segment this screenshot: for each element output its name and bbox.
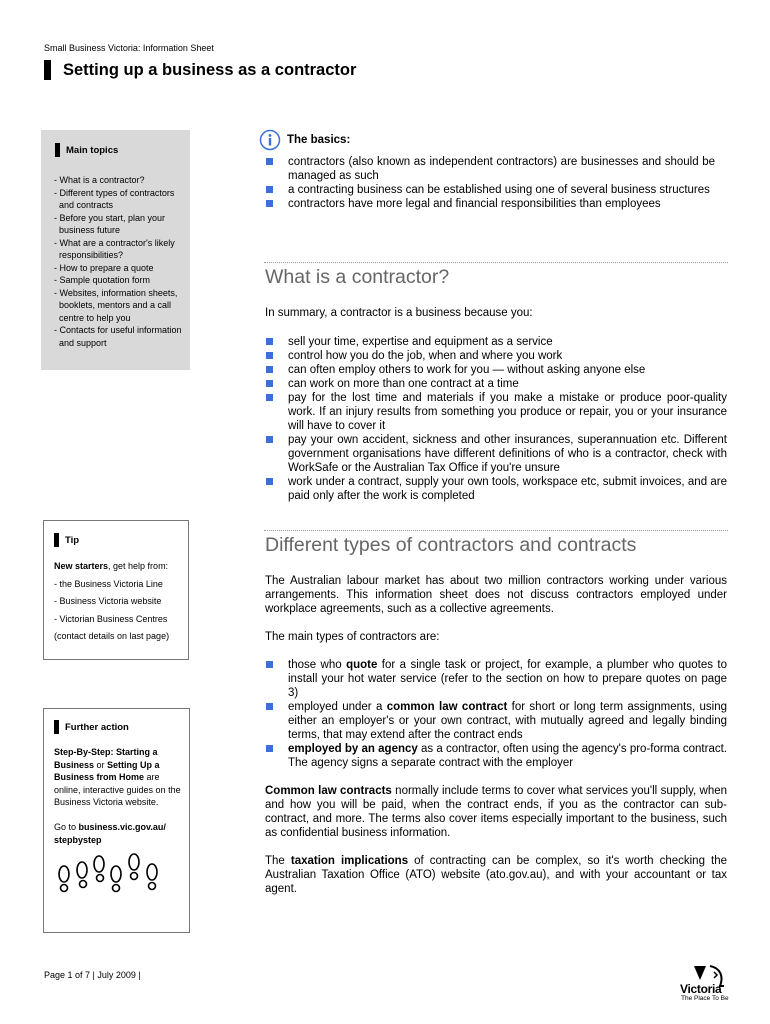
section1-intro: In summary, a contractor is a business because you: <box>265 307 533 319</box>
bullet-icon <box>266 478 273 485</box>
list-item: those who quote for a single task or project, for example, a plumber who quotes to install your hot water service (refer to the section on how to prepare quotes on page 3) <box>265 658 727 700</box>
bullet-icon <box>266 366 273 373</box>
bullet-icon <box>266 380 273 387</box>
basics-section <box>259 129 715 211</box>
list-item: sell your time, expertise and equipment as a service <box>265 335 727 349</box>
list-item: pay for the lost time and materials if you make a mistake or produce poor-quality work. If an injury results from something you produce or repair, you or your insurance will have to cover it <box>265 391 727 433</box>
bullet-icon <box>266 745 273 752</box>
bullet-icon <box>266 338 273 345</box>
bullet-icon <box>266 186 273 193</box>
section-divider <box>264 530 728 531</box>
bullet-icon <box>266 158 273 165</box>
section2-list <box>265 658 727 770</box>
bullet-icon <box>266 200 273 207</box>
section2-para1: The Australian labour market has about two million contractors working under various arrangements. This information sheet does not discuss contractors employed under workplace agreements, such as a collective agreements. <box>265 575 727 615</box>
section-divider <box>264 262 728 263</box>
topic-item: - Websites, information sheets, booklets, mentors and a call centre to help you <box>54 287 178 323</box>
tip-box <box>43 520 189 660</box>
further-action-heading: Further action <box>54 720 129 734</box>
list-item: work under a contract, supply your own tools, workspace etc, submit invoices, and are paid only after the work is completed <box>265 475 727 503</box>
page-footer: Page 1 of 7 | July 2009 | <box>44 970 141 980</box>
victoria-logo <box>680 964 730 1004</box>
tip-heading: Tip <box>54 533 79 547</box>
tip-item: (contact details on last page) <box>54 631 170 641</box>
section-title-types-of-contractors: Different types of contractors and contracts <box>265 534 637 556</box>
page-title <box>44 60 356 80</box>
topic-item: - Different types of contractors and contracts <box>54 187 175 210</box>
further-action-content <box>54 746 186 846</box>
basics-list <box>265 155 715 211</box>
topic-item: - What is a contractor? <box>54 175 145 185</box>
list-item: pay your own accident, sickness and other insurances, superannuation etc. Different government organisations have different definitions of who is a contractor, check with WorkSafe or the Australian Tax Office if you're unsure <box>265 433 727 475</box>
bullet-icon <box>266 436 273 443</box>
tip-item: - Business Victoria website <box>54 596 162 606</box>
topic-item: - Before you start, plan your business future <box>54 212 166 235</box>
bullet-icon <box>266 703 273 710</box>
main-topics-list <box>54 174 188 349</box>
section2-para4: The taxation implications of contracting can be complex, so it's worth checking the Australian Taxation Office (ATO) website (ato.gov.au), and with your accountant or tax agent. <box>265 855 727 895</box>
list-item: can work on more than one contract at a time <box>265 377 727 391</box>
further-action-text: Step-By-Step: Starting a Business or Setting Up a Business from Home are online, interactive guides on the Business Victoria website. <box>54 747 181 808</box>
bullet-icon <box>266 394 273 401</box>
tip-item: - the Business Victoria Line <box>54 578 163 589</box>
tip-item: - Victorian Business Centres <box>54 613 168 624</box>
list-item: a contracting business can be established using one of several business structures <box>265 183 715 197</box>
list-item: employed by an agency as a contractor, often using the agency's pro-forma contract. The agency signs a separate contract with the employer <box>265 742 727 770</box>
tip-content <box>54 558 186 646</box>
basics-heading: The basics: <box>259 129 715 151</box>
section2-para2: The main types of contractors are: <box>265 631 440 643</box>
list-item: employed under a common law contract for short or long term assignments, using either an employer's or your own contract, with mutually agreed and legally binding terms, that may extend after the contract ends <box>265 700 727 742</box>
section-title-what-is-contractor: What is a contractor? <box>265 266 450 288</box>
stepbystep-link[interactable]: business.vic.gov.au/ stepbystep <box>54 821 166 845</box>
list-item: can often employ others to work for you — without asking anyone else <box>265 363 727 377</box>
topic-item: - How to prepare a quote <box>54 262 154 273</box>
list-item: control how you do the job, when and where you work <box>265 349 727 363</box>
section1-list <box>265 335 727 503</box>
victoria-logo-tagline: The Place To Be <box>681 995 729 1002</box>
page-title-text: Setting up a business as a contractor <box>63 60 357 79</box>
further-action-box <box>43 708 190 933</box>
topic-item: - Contacts for useful information and support <box>54 325 182 348</box>
heading-bar <box>54 720 59 734</box>
topic-item: - What are a contractor's likely responsibilities? <box>54 237 175 260</box>
bullet-icon <box>266 352 273 359</box>
victoria-logo-name: Victoria <box>680 982 722 996</box>
tip-intro: New starters, get help from: <box>54 561 169 571</box>
list-item: contractors have more legal and financial responsibilities than employees <box>265 197 715 211</box>
header-label: Small Business Victoria: Information Sheet <box>44 43 214 53</box>
footprints-icon <box>56 852 166 900</box>
bullet-icon <box>266 661 273 668</box>
section2-para3: Common law contracts normally include terms to cover what services you'll supply, when and how you will be paid, when the contract ends, if you as the contractor can sub-contract, and more. The terms also cover items especially important to the business, such as confidential business information. <box>265 785 728 839</box>
heading-bar <box>54 533 59 547</box>
main-topics-box <box>41 130 190 370</box>
topic-item: - Sample quotation form <box>54 275 151 285</box>
title-bar <box>44 60 51 80</box>
main-topics-heading: Main topics <box>55 143 118 157</box>
further-action-goto: Go to business.vic.gov.au/ stepbystep <box>54 821 166 845</box>
heading-bar <box>55 143 60 157</box>
info-icon <box>259 129 281 151</box>
list-item: contractors (also known as independent contractors) are businesses and should be managed as such <box>265 155 715 183</box>
